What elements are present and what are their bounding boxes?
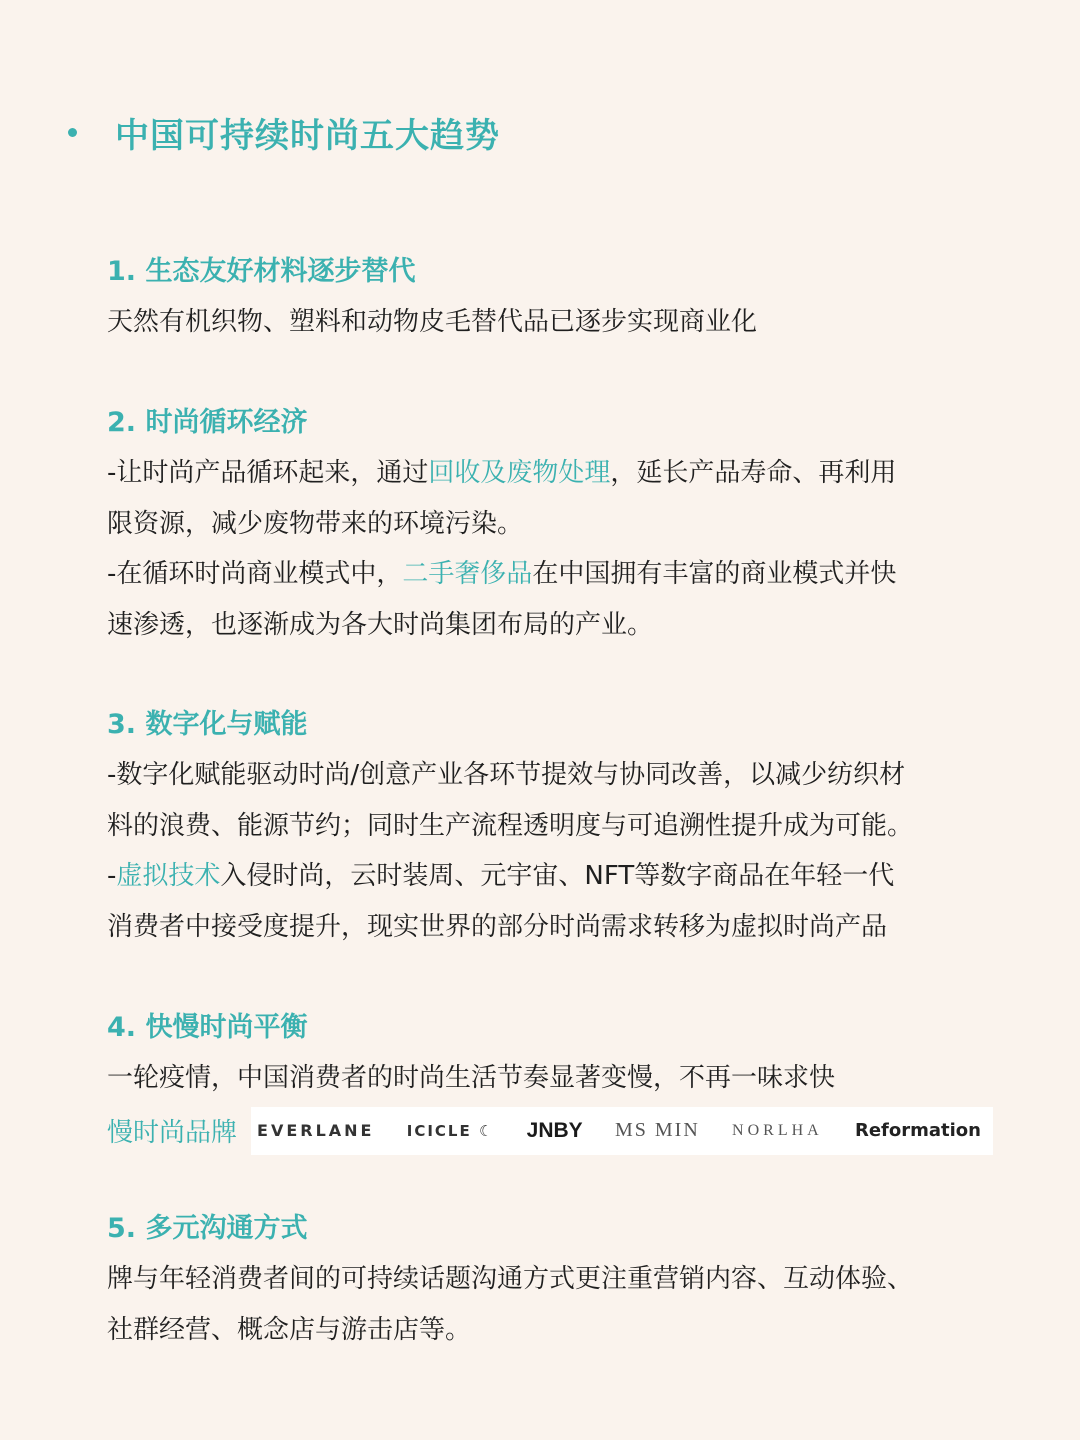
section-heading: 4. 快慢时尚平衡	[107, 1012, 308, 1043]
reformation-logo: Reformation	[854, 1120, 981, 1141]
msmin-logo: MS MIN	[614, 1119, 700, 1141]
paragraph-line: 速渗透，也逐渐成为各大时尚集团布局的产业。	[107, 609, 654, 640]
brand-label: 慢时尚品牌	[107, 1118, 238, 1148]
section-heading: 3. 数字化与赋能	[107, 709, 308, 740]
text: -	[107, 861, 117, 891]
paragraph-line	[107, 851, 1007, 902]
paragraph-line: 一轮疫情，中国消费者的时尚生活节奏显著变慢，不再一味求快	[107, 1063, 836, 1093]
paragraph-line: 天然有机织物、塑料和动物皮毛替代品已逐步实现商业化	[107, 307, 758, 337]
section-heading: 5. 多元沟通方式	[107, 1213, 308, 1244]
paragraph-line: -数字化赋能驱动时尚/创意产业各环节提效与协同改善，以减少纺织材	[107, 760, 906, 790]
paragraph-line	[107, 549, 1007, 600]
section-eco-materials	[107, 247, 1007, 348]
text: ，延长产品寿命、再利用	[610, 458, 897, 488]
highlight-text: 二手奢侈品	[402, 559, 533, 589]
text: 在中国拥有丰富的商业模式并快	[532, 559, 897, 589]
section-heading: 1. 生态友好材料逐步替代	[107, 256, 416, 287]
paragraph-line: 限资源，减少废物带来的环境污染。	[107, 508, 524, 539]
highlight-text: 回收及废物处理	[428, 458, 611, 488]
icicle-logo: ICICLE ☾	[406, 1121, 495, 1140]
section-fast-slow-balance	[107, 1003, 1007, 1156]
paragraph-line: 消费者中接受度提升，现实世界的部分时尚需求转移为虚拟时尚产品	[107, 911, 888, 942]
page-title: 中国可持续时尚五大趋势	[115, 115, 500, 156]
highlight-text: 虚拟技术	[116, 861, 221, 891]
text: 入侵时尚，云时装周、元宇宙、NFT等数字商品在年轻一代	[220, 861, 895, 891]
paragraph-line	[107, 448, 1007, 499]
text: -让时尚产品循环起来，通过	[107, 458, 429, 488]
jnby-logo: JNBY	[526, 1118, 583, 1142]
paragraph-line: 牌与年轻消费者间的可持续话题沟通方式更注重营销内容、互动体验、	[107, 1264, 914, 1294]
section-circular-economy	[107, 398, 1007, 650]
everlane-logo: EVERLANE	[257, 1121, 375, 1140]
brand-row	[107, 1106, 1007, 1156]
section-digitalization	[107, 700, 1007, 952]
brand-logo-strip	[251, 1107, 993, 1155]
paragraph-line: 料的浪费、能源节约；同时生产流程透明度与可追溯性提升成为可能。	[107, 810, 914, 841]
text: -在循环时尚商业模式中，	[107, 559, 403, 589]
title-row	[68, 104, 500, 160]
norlha-logo: NORLHA	[732, 1121, 823, 1139]
section-heading: 2. 时尚循环经济	[107, 407, 308, 438]
bullet-icon	[68, 128, 77, 137]
paragraph-line: 社群经营、概念店与游击店等。	[107, 1314, 472, 1345]
section-communication	[107, 1204, 1007, 1355]
